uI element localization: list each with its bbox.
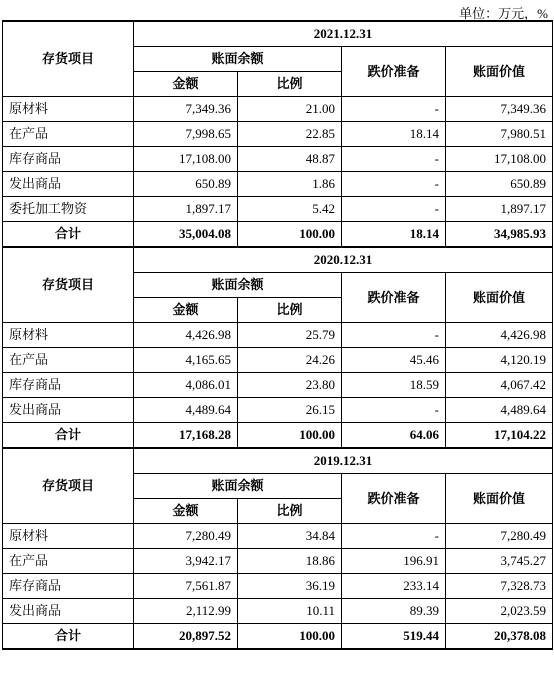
item-name-cell: 发出商品 xyxy=(3,172,134,197)
book-value-cell: 4,067.42 xyxy=(446,373,553,398)
book-value-cell: 650.89 xyxy=(446,172,553,197)
section-date: 2020.12.31 xyxy=(134,247,553,273)
book-balance-header: 账面余额 xyxy=(134,47,342,72)
total-label-cell: 合计 xyxy=(3,423,134,449)
amount-cell: 4,086.01 xyxy=(134,373,238,398)
total-provision-cell: 64.06 xyxy=(342,423,446,449)
total-book-value-cell: 17,104.22 xyxy=(446,423,553,449)
provision-cell: - xyxy=(342,97,446,122)
table-row xyxy=(3,599,553,624)
table-row xyxy=(3,147,553,172)
provision-cell: 196.91 xyxy=(342,549,446,574)
table-row xyxy=(3,197,553,222)
ratio-cell: 48.87 xyxy=(238,147,342,172)
item-name-cell: 原材料 xyxy=(3,323,134,348)
amount-header: 金额 xyxy=(134,298,238,323)
total-ratio-cell: 100.00 xyxy=(238,624,342,650)
total-row xyxy=(3,222,553,248)
unit-note: 单位：万元，% xyxy=(459,6,548,21)
item-name-cell: 发出商品 xyxy=(3,599,134,624)
total-row xyxy=(3,423,553,449)
amount-cell: 4,426.98 xyxy=(134,323,238,348)
ratio-header: 比例 xyxy=(238,72,342,97)
provision-cell: 18.59 xyxy=(342,373,446,398)
total-ratio-cell: 100.00 xyxy=(238,222,342,248)
item-name-cell: 原材料 xyxy=(3,97,134,122)
item-name-cell: 在产品 xyxy=(3,122,134,147)
provision-cell: - xyxy=(342,323,446,348)
book-value-cell: 7,328.73 xyxy=(446,574,553,599)
ratio-cell: 10.11 xyxy=(238,599,342,624)
provision-cell: - xyxy=(342,398,446,423)
amount-cell: 4,489.64 xyxy=(134,398,238,423)
book-balance-header: 账面余额 xyxy=(134,273,342,298)
item-name-cell: 库存商品 xyxy=(3,574,134,599)
ratio-cell: 18.86 xyxy=(238,549,342,574)
item-name-cell: 在产品 xyxy=(3,549,134,574)
ratio-cell: 1.86 xyxy=(238,172,342,197)
item-name-cell: 库存商品 xyxy=(3,147,134,172)
amount-header: 金额 xyxy=(134,72,238,97)
item-column-header: 存货项目 xyxy=(3,448,134,524)
table-row xyxy=(3,348,553,373)
section-header-date-row xyxy=(3,448,553,474)
provision-cell: 18.14 xyxy=(342,122,446,147)
table-row xyxy=(3,122,553,147)
table-row xyxy=(3,172,553,197)
ratio-cell: 26.15 xyxy=(238,398,342,423)
ratio-cell: 23.80 xyxy=(238,373,342,398)
book-value-cell: 4,489.64 xyxy=(446,398,553,423)
ratio-cell: 5.42 xyxy=(238,197,342,222)
total-amount-cell: 35,004.08 xyxy=(134,222,238,248)
book-value-cell: 7,349.36 xyxy=(446,97,553,122)
amount-cell: 7,998.65 xyxy=(134,122,238,147)
book-value-cell: 1,897.17 xyxy=(446,197,553,222)
ratio-cell: 34.84 xyxy=(238,524,342,549)
item-column-header: 存货项目 xyxy=(3,21,134,97)
amount-cell: 2,112.99 xyxy=(134,599,238,624)
total-provision-cell: 18.14 xyxy=(342,222,446,248)
book-value-cell: 7,980.51 xyxy=(446,122,553,147)
amount-cell: 7,280.49 xyxy=(134,524,238,549)
book-value-cell: 17,108.00 xyxy=(446,147,553,172)
provision-cell: - xyxy=(342,524,446,549)
table-row xyxy=(3,574,553,599)
book-value-cell: 4,120.19 xyxy=(446,348,553,373)
ratio-cell: 22.85 xyxy=(238,122,342,147)
provision-cell: 233.14 xyxy=(342,574,446,599)
item-name-cell: 原材料 xyxy=(3,524,134,549)
amount-cell: 7,349.36 xyxy=(134,97,238,122)
book-balance-header: 账面余额 xyxy=(134,474,342,499)
section-header-date-row xyxy=(3,247,553,273)
amount-cell: 17,108.00 xyxy=(134,147,238,172)
total-book-value-cell: 34,985.93 xyxy=(446,222,553,248)
table-row xyxy=(3,398,553,423)
amount-cell: 4,165.65 xyxy=(134,348,238,373)
ratio-cell: 25.79 xyxy=(238,323,342,348)
inventory-table-body xyxy=(3,21,553,649)
item-name-cell: 发出商品 xyxy=(3,398,134,423)
provision-header: 跌价准备 xyxy=(342,47,446,97)
table-row xyxy=(3,323,553,348)
item-name-cell: 在产品 xyxy=(3,348,134,373)
table-row xyxy=(3,524,553,549)
table-row xyxy=(3,373,553,398)
provision-header: 跌价准备 xyxy=(342,474,446,524)
provision-cell: - xyxy=(342,172,446,197)
book-value-header: 账面价值 xyxy=(446,273,553,323)
ratio-cell: 21.00 xyxy=(238,97,342,122)
table-row xyxy=(3,549,553,574)
provision-cell: 89.39 xyxy=(342,599,446,624)
total-label-cell: 合计 xyxy=(3,624,134,650)
total-provision-cell: 519.44 xyxy=(342,624,446,650)
table-row xyxy=(3,97,553,122)
book-value-cell: 2,023.59 xyxy=(446,599,553,624)
ratio-header: 比例 xyxy=(238,499,342,524)
ratio-cell: 36.19 xyxy=(238,574,342,599)
amount-header: 金额 xyxy=(134,499,238,524)
provision-cell: - xyxy=(342,147,446,172)
amount-cell: 7,561.87 xyxy=(134,574,238,599)
book-value-cell: 3,745.27 xyxy=(446,549,553,574)
total-row xyxy=(3,624,553,650)
ratio-header: 比例 xyxy=(238,298,342,323)
total-amount-cell: 17,168.28 xyxy=(134,423,238,449)
book-value-header: 账面价值 xyxy=(446,47,553,97)
amount-cell: 3,942.17 xyxy=(134,549,238,574)
total-book-value-cell: 20,378.08 xyxy=(446,624,553,650)
section-header-date-row xyxy=(3,21,553,47)
provision-cell: 45.46 xyxy=(342,348,446,373)
amount-cell: 1,897.17 xyxy=(134,197,238,222)
total-amount-cell: 20,897.52 xyxy=(134,624,238,650)
inventory-table xyxy=(2,20,553,650)
total-label-cell: 合计 xyxy=(3,222,134,248)
item-name-cell: 委托加工物资 xyxy=(3,197,134,222)
total-ratio-cell: 100.00 xyxy=(238,423,342,449)
amount-cell: 650.89 xyxy=(134,172,238,197)
item-column-header: 存货项目 xyxy=(3,247,134,323)
ratio-cell: 24.26 xyxy=(238,348,342,373)
book-value-cell: 7,280.49 xyxy=(446,524,553,549)
section-date: 2021.12.31 xyxy=(134,21,553,47)
provision-cell: - xyxy=(342,197,446,222)
item-name-cell: 库存商品 xyxy=(3,373,134,398)
section-date: 2019.12.31 xyxy=(134,448,553,474)
book-value-cell: 4,426.98 xyxy=(446,323,553,348)
provision-header: 跌价准备 xyxy=(342,273,446,323)
book-value-header: 账面价值 xyxy=(446,474,553,524)
